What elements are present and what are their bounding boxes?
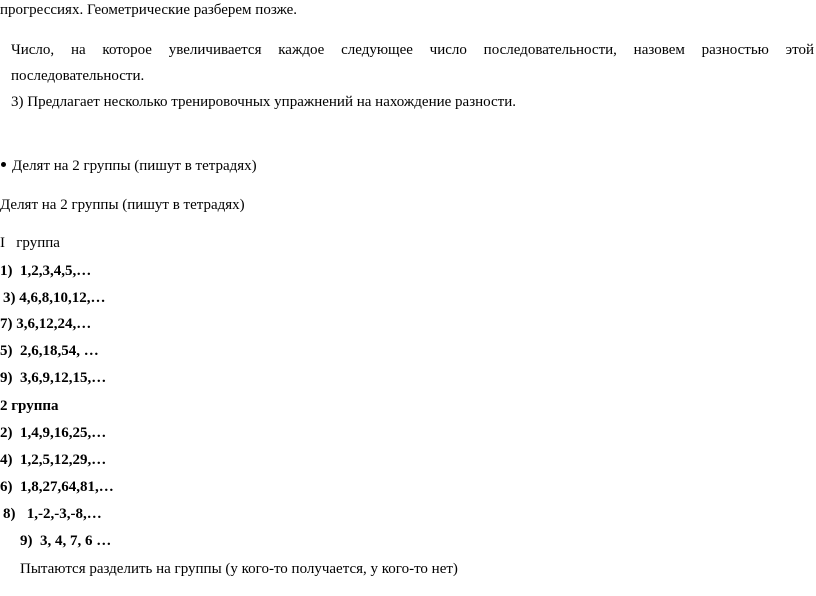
closing-line: Пытаются разделить на группы (у кого-то получается, у кого-то нет) xyxy=(20,561,458,577)
bullet-line xyxy=(1,157,257,175)
bullet-text: Делят на 2 группы (пишут в тетрадях) xyxy=(12,158,257,174)
group-1-heading: I группа xyxy=(0,235,60,251)
group-2-item: 9) 3, 4, 7, 6 … xyxy=(20,533,112,549)
group-2-item: 8) 1,-2,-3,-8,… xyxy=(3,506,102,522)
group-1-item: 5) 2,6,18,54, … xyxy=(0,343,99,359)
group-1-item: 7) 3,6,12,24,… xyxy=(0,316,92,332)
group-1-item: 9) 3,6,9,12,15,… xyxy=(0,370,107,386)
group-2-item: 6) 1,8,27,64,81,… xyxy=(0,479,114,495)
group-split-line: Делят на 2 группы (пишут в тетрадях) xyxy=(0,197,245,213)
bullet-icon xyxy=(1,162,6,167)
definition-line-2: последовательности. xyxy=(11,68,145,84)
group-2-heading: 2 группа xyxy=(0,398,59,414)
group-2-item: 2) 1,4,9,16,25,… xyxy=(0,425,107,441)
group-2-item: 4) 1,2,5,12,29,… xyxy=(0,452,107,468)
definition-line-1: Число, на которое увеличивается каждое следующее число последовательности, назовем разностью этой xyxy=(11,42,814,58)
intro-line: прогрессиях. Геометрические разберем позже. xyxy=(0,2,298,18)
group-1-item: 1) 1,2,3,4,5,… xyxy=(0,263,92,279)
step-3-line: 3) Предлагает несколько тренировочных упражнений на нахождение разности. xyxy=(11,94,517,110)
group-1-item: 3) 4,6,8,10,12,… xyxy=(3,290,106,306)
